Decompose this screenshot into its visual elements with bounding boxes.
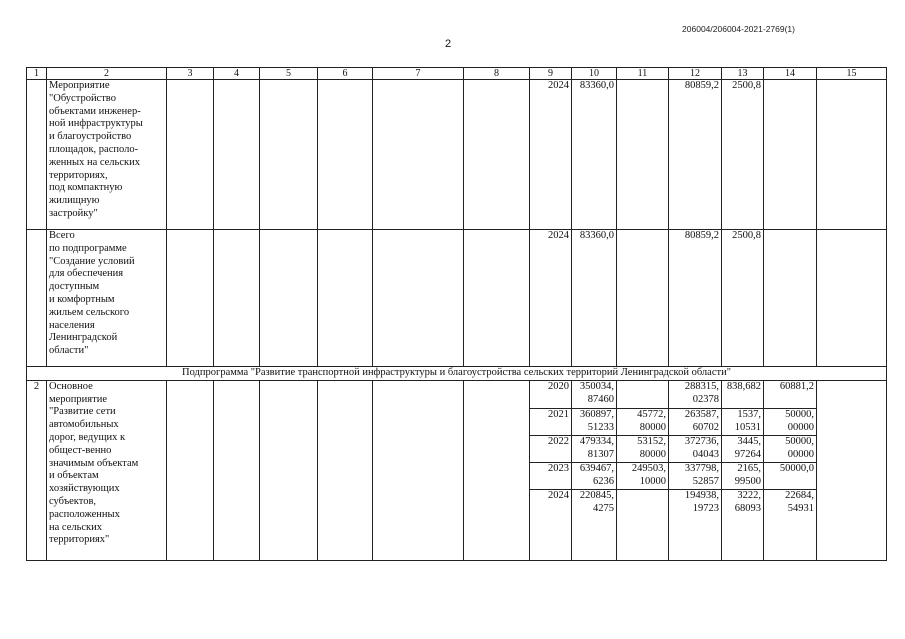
table-row-measure <box>27 80 887 230</box>
empty-cell <box>464 230 530 367</box>
empty-cell <box>167 80 214 230</box>
empty-cell <box>167 230 214 367</box>
value-col13: 2500,8 <box>722 80 764 230</box>
empty-cell <box>373 80 464 230</box>
value-col14: 60881,2 <box>764 380 817 408</box>
column-header: 8 <box>464 68 530 80</box>
row-number-cell <box>27 80 47 230</box>
value-col11: 45772, 80000 <box>617 408 669 435</box>
table-row-total <box>27 230 887 367</box>
empty-cell <box>373 380 464 560</box>
column-header: 10 <box>572 68 617 80</box>
value-col10: 639467, 6236 <box>572 462 617 489</box>
column-header: 14 <box>764 68 817 80</box>
empty-cell <box>260 80 318 230</box>
value-col14: 50000, 00000 <box>764 435 817 462</box>
value-col11: 53152, 80000 <box>617 435 669 462</box>
value-col13: 838,682 <box>722 380 764 408</box>
column-header: 1 <box>27 68 47 80</box>
column-header: 4 <box>214 68 260 80</box>
empty-cell <box>373 230 464 367</box>
value-col13: 2165, 99500 <box>722 462 764 489</box>
year-cell: 2024 <box>530 80 572 230</box>
empty-cell <box>318 380 373 560</box>
value-col12: 80859,2 <box>669 80 722 230</box>
row-number-cell: 2 <box>27 380 47 560</box>
empty-cell <box>817 80 887 230</box>
value-col10: 83360,0 <box>572 80 617 230</box>
value-col14 <box>764 230 817 367</box>
value-col10: 83360,0 <box>572 230 617 367</box>
column-header: 12 <box>669 68 722 80</box>
column-header-row <box>27 68 887 80</box>
value-col14: 50000, 00000 <box>764 408 817 435</box>
value-col10: 479334, 81307 <box>572 435 617 462</box>
empty-cell <box>260 380 318 560</box>
row-number-cell <box>27 230 47 367</box>
column-header: 9 <box>530 68 572 80</box>
empty-cell <box>817 230 887 367</box>
value-col14 <box>764 80 817 230</box>
column-header: 5 <box>260 68 318 80</box>
year-cell: 2024 <box>530 489 572 560</box>
page-number: 2 <box>445 38 452 50</box>
column-header: 7 <box>373 68 464 80</box>
value-col14: 22684, 54931 <box>764 489 817 560</box>
column-header: 15 <box>817 68 887 80</box>
value-col12: 263587, 60702 <box>669 408 722 435</box>
column-header: 6 <box>318 68 373 80</box>
year-cell: 2020 <box>530 380 572 408</box>
value-col10: 220845, 4275 <box>572 489 617 560</box>
total-name-cell: Всего по подпрограмме "Создание условий для обеспечения доступным и комфортным жильем сельского населения Ленинградской области" <box>47 230 167 367</box>
value-col12: 372736, 04043 <box>669 435 722 462</box>
year-cell: 2021 <box>530 408 572 435</box>
budget-table <box>26 67 887 561</box>
value-col11 <box>617 489 669 560</box>
document-id: 206004/206004-2021-2769(1) <box>682 24 795 34</box>
subprogram-title: Подпрограмма "Развитие транспортной инфраструктуры и благоустройства сельских территорий Ленинградской области" <box>27 367 887 381</box>
empty-cell <box>318 230 373 367</box>
value-col13: 3445, 97264 <box>722 435 764 462</box>
year-cell: 2024 <box>530 230 572 367</box>
subprogram-title-row <box>27 367 887 381</box>
column-header: 11 <box>617 68 669 80</box>
year-cell: 2022 <box>530 435 572 462</box>
value-col13: 2500,8 <box>722 230 764 367</box>
measure-name-cell: Мероприятие "Обустройство объектами инженер- ной инфраструктуры и благоустройство площадок, располо- женных на сельских территориях, под компактную жилищную застройку" <box>47 80 167 230</box>
value-col12: 80859,2 <box>669 230 722 367</box>
value-col11 <box>617 230 669 367</box>
empty-cell <box>260 230 318 367</box>
value-col12: 337798, 52857 <box>669 462 722 489</box>
empty-cell <box>214 380 260 560</box>
value-col10: 350034, 87460 <box>572 380 617 408</box>
empty-cell <box>214 230 260 367</box>
empty-cell <box>318 80 373 230</box>
empty-cell <box>167 380 214 560</box>
main-name-cell: Основное мероприятие "Развитие сети автомобильных дорог, ведущих к общест-венно значимым объектам и объектам хозяйствующих субъектов, расположенных на сельских территориях" <box>47 380 167 560</box>
value-col13: 3222, 68093 <box>722 489 764 560</box>
column-header: 13 <box>722 68 764 80</box>
column-header: 2 <box>47 68 167 80</box>
value-col10: 360897, 51233 <box>572 408 617 435</box>
year-cell: 2023 <box>530 462 572 489</box>
value-col11 <box>617 380 669 408</box>
empty-cell <box>817 380 887 560</box>
table-row-main <box>27 380 887 408</box>
value-col13: 1537, 10531 <box>722 408 764 435</box>
empty-cell <box>464 380 530 560</box>
value-col14: 50000,0 <box>764 462 817 489</box>
empty-cell <box>464 80 530 230</box>
empty-cell <box>214 80 260 230</box>
value-col12: 194938, 19723 <box>669 489 722 560</box>
value-col11: 249503, 10000 <box>617 462 669 489</box>
value-col12: 288315, 02378 <box>669 380 722 408</box>
value-col11 <box>617 80 669 230</box>
column-header: 3 <box>167 68 214 80</box>
